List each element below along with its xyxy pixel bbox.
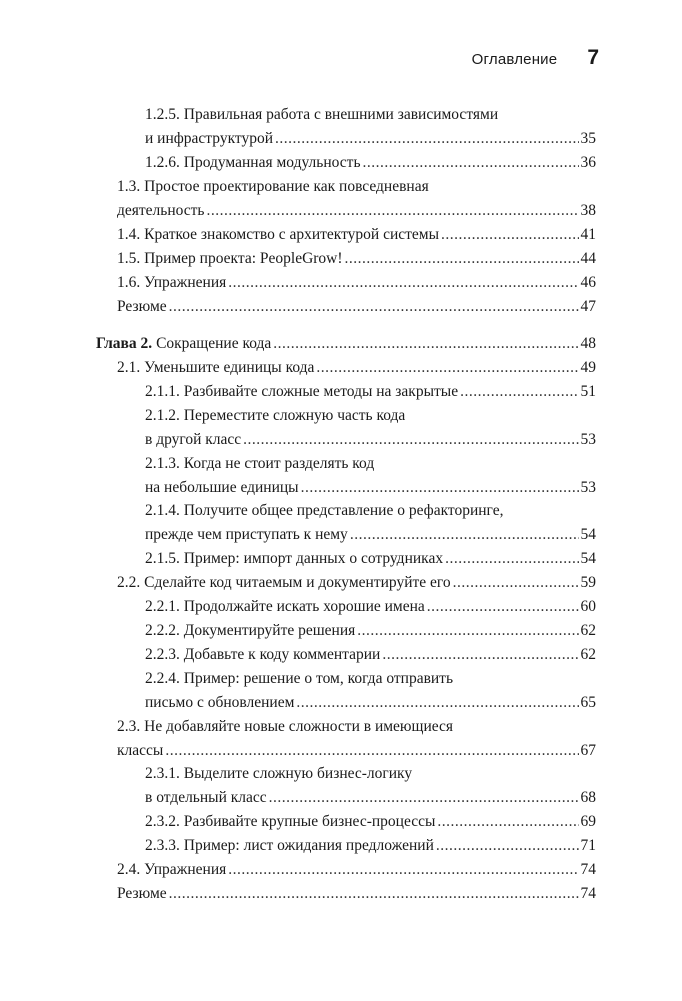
toc-entry-page: 60: [580, 598, 596, 615]
toc-entry: [145, 501, 596, 545]
toc-entry-title: Сокращение кода: [156, 335, 272, 352]
toc-entry-title-cont: в другой класс: [145, 431, 242, 448]
running-header: [472, 46, 599, 70]
toc-entry: [145, 669, 596, 713]
leader-dots: [207, 201, 579, 221]
toc-entry: [145, 836, 596, 856]
toc-entry-page: 41: [580, 226, 596, 243]
toc-entry-page: 51: [580, 383, 596, 400]
leader-dots: [350, 525, 579, 545]
leader-dots: [427, 597, 579, 617]
toc-entry-page: 48: [580, 335, 596, 352]
toc-entry: [145, 812, 596, 832]
toc-entry-title: 2.4. Упражнения: [117, 861, 227, 878]
toc-entry: [117, 249, 596, 269]
toc-entry-title: 2.2. Сделайте код читаемым и документируйте его: [117, 574, 451, 591]
chapter-label: Глава 2.: [96, 335, 153, 352]
leader-dots: [357, 621, 578, 641]
leader-dots: [165, 741, 578, 761]
toc-entry-page: 74: [580, 885, 596, 902]
toc-entry-title-cont: прежде чем приступать к нему: [145, 526, 348, 543]
leader-dots: [441, 225, 578, 245]
toc-entry-title: 1.5. Пример проекта: PeopleGrow!: [117, 250, 343, 267]
toc-entry-page: 74: [580, 861, 596, 878]
toc-entry-page: 53: [580, 431, 596, 448]
toc-entry: [145, 382, 596, 402]
toc-entry-page: 62: [580, 622, 596, 639]
toc-entry: [117, 860, 596, 880]
leader-dots: [445, 549, 578, 569]
leader-dots: [228, 273, 578, 293]
toc-entry-page: 62: [580, 646, 596, 663]
toc-entry-title-cont: письмо с обновлением: [145, 694, 295, 711]
toc-entry-title: 1.2.6. Продуманная модульность: [145, 154, 361, 171]
leader-dots: [316, 358, 578, 378]
leader-dots: [275, 129, 578, 149]
leader-dots: [436, 836, 579, 856]
leader-dots: [296, 693, 578, 713]
toc-entry: [117, 717, 596, 761]
toc-entry-page: 36: [580, 154, 596, 171]
header-title: Оглавление: [471, 51, 558, 68]
leader-dots: [243, 430, 578, 450]
leader-dots: [273, 334, 578, 354]
toc-entry-title-cont: в отдельный класс: [145, 789, 267, 806]
toc-entry-page: 69: [580, 813, 596, 830]
toc-entry: [145, 645, 596, 665]
toc-entry: [145, 105, 596, 149]
leader-dots: [363, 153, 579, 173]
toc-entry-title: 2.1.3. Когда не стоит разделять код: [145, 455, 375, 472]
toc-entry-title: 2.3. Не добавляйте новые сложности в имеющиеся: [117, 718, 454, 735]
toc-entry-page: 47: [580, 298, 596, 315]
toc-entry-title: 1.6. Упражнения: [117, 274, 227, 291]
toc-entry-page: 54: [580, 550, 596, 567]
toc-chapter-entry: [96, 334, 596, 354]
toc-entry-title: 2.1. Уменьшите единицы кода: [117, 359, 315, 376]
leader-dots: [301, 478, 579, 498]
toc-entry-title: 2.2.2. Документируйте решения: [145, 622, 356, 639]
toc-entry-page: 54: [580, 526, 596, 543]
toc-entry: [145, 549, 596, 569]
toc-entry-page: 67: [580, 742, 596, 759]
leader-dots: [169, 297, 579, 317]
toc-entry-title: Резюме: [117, 298, 167, 315]
toc-entry-title: 2.2.3. Добавьте к коду комментарии: [145, 646, 381, 663]
leader-dots: [460, 382, 578, 402]
toc-entry-page: 46: [580, 274, 596, 291]
header-page-number: 7: [587, 46, 599, 69]
toc-entry: [117, 884, 596, 904]
toc-entry: [117, 225, 596, 245]
toc-entry: [145, 621, 596, 641]
toc-entry-title: 2.1.4. Получите общее представление о рефакторинге,: [145, 502, 504, 519]
toc-entry-title: 2.1.1. Разбивайте сложные методы на закрытые: [145, 383, 459, 400]
toc-entry-title: Резюме: [117, 885, 167, 902]
toc-entry-page: 35: [580, 130, 596, 147]
leader-dots: [382, 645, 578, 665]
toc-entry-page: 49: [580, 359, 596, 376]
toc-entry-page: 71: [580, 837, 596, 854]
toc-entry-title-cont: деятельность: [117, 202, 205, 219]
toc-entry-title: 2.2.1. Продолжайте искать хорошие имена: [145, 598, 425, 615]
toc-entry-title: 2.2.4. Пример: решение о том, когда отправить: [145, 670, 454, 687]
toc-entry-title: 2.3.2. Разбивайте крупные бизнес-процессы: [145, 813, 436, 830]
toc-entry-page: 38: [580, 202, 596, 219]
leader-dots: [437, 812, 578, 832]
toc-entry: [117, 573, 596, 593]
toc-entry: [145, 406, 596, 450]
toc-entry-page: 68: [580, 789, 596, 806]
leader-dots: [228, 860, 578, 880]
toc-entry: [145, 764, 596, 808]
toc-entry: [145, 454, 596, 498]
toc-entry-page: 59: [580, 574, 596, 591]
toc-entry-title: 2.3.3. Пример: лист ожидания предложений: [145, 837, 434, 854]
toc-entry-page: 44: [580, 250, 596, 267]
toc-entry-page: 53: [580, 479, 596, 496]
toc-entry-title-cont: классы: [117, 742, 164, 759]
toc-entry: [117, 177, 596, 221]
toc-entry: [145, 597, 596, 617]
toc-entry: [117, 273, 596, 293]
toc-entry-page: 65: [580, 694, 596, 711]
toc-entry: [117, 358, 596, 378]
toc-entry-title: 2.3.1. Выделите сложную бизнес-логику: [145, 765, 413, 782]
toc-entry-title: 1.4. Краткое знакомство с архитектурой системы: [117, 226, 440, 243]
toc-entry: [145, 153, 596, 173]
leader-dots: [453, 573, 579, 593]
leader-dots: [269, 788, 579, 808]
toc-entry-title: 2.1.5. Пример: импорт данных о сотрудниках: [145, 550, 444, 567]
toc-entry-title: 1.3. Простое проектирование как повседневная: [117, 178, 429, 195]
toc-entry-title-cont: и инфраструктурой: [145, 130, 274, 147]
leader-dots: [169, 884, 579, 904]
toc-entry-title: 1.2.5. Правильная работа с внешними зависимостями: [145, 106, 499, 123]
leader-dots: [345, 249, 579, 269]
toc-entry-title-cont: на небольшие единицы: [145, 479, 299, 496]
toc-entry-title: 2.1.2. Переместите сложную часть кода: [145, 407, 406, 424]
toc-entry: [117, 297, 596, 317]
